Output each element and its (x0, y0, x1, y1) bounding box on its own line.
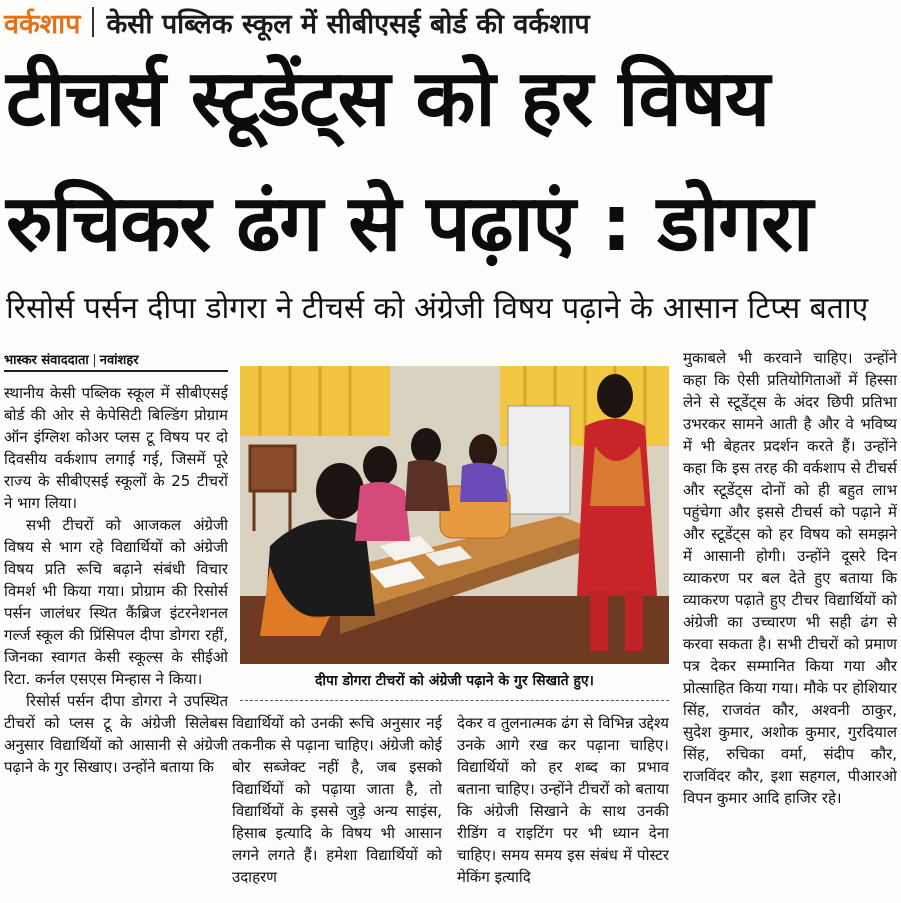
col4-paragraph: मुकाबले भी करवाने चाहिए। उन्होंने कहा कि ऐसी प्रतियोगिताओं में हिस्सा लेने से स्टूडेंट्स के अंदर छिपी प्रतिभा उभरकर सामने आती है और वे भविष्य में भी बेहतर प्रदर्शन करते हैं। उन्होंने कहा कि इस तरह की वर्कशाप से टीचर्स और स्टूडेंट्स दोनों को ही बहुत लाभ पहुंचेगा और इससे टीचर्स को पढ़ाने में और स्टूडेंट्स को हर विषय को समझने में आसानी होगी। उन्होंने दूसरे दिन व्याकरण पर बल देते हुए बताया कि व्याकरण पढ़ाते हुए टीचर विद्यार्थियों को अंग्रेजी का उच्चारण भी सही ढंग से करवा सकता है। सभी टीचरों को प्रमाण पत्र देकर सम्मानित किया गया और प्रोत्साहित किया गया। मौके पर होशियार सिंह, राजवंत कौर, अश्वनी ठाकुर, सुदेश कुमार, अशोक कुमार, गुरदियाल सिंह, रुचिका वर्मा, संदीप कौर, राजविंदर कौर, इशा सहगल, पीआरओ विपन कुमार आदि हाजिर रहे। (683, 349, 897, 807)
section-kicker (4, 2, 590, 42)
headline-line-2: रुचिकर ढंग से पढ़ाएं : डोगरा (6, 179, 813, 269)
photo-whiteboard (508, 406, 570, 514)
byline-place: नवांशहर (99, 353, 139, 368)
article-column-3 (457, 712, 669, 903)
col2-paragraph: विद्यार्थियों को उनकी रूचि अनुसार नई तकनीक से पढ़ाना चाहिए। अंग्रेजी कोई बोर सब्जेक्ट नहीं है, जब इसको विद्यार्थियों को पढ़ाया जाता है, तो विद्यार्थियों के इससे जुड़े अन्य साइंस, हिसाब इत्यादि के विषय भी आसान लगने लगते हैं। हमेशा विद्यार्थियों को उदाहरण (232, 714, 442, 886)
col1-paragraph-1: स्थानीय केसी पब्लिक स्कूल में सीबीएसई बोर्ड की ओर से केपेसिटी बिल्डिंग प्रोग्राम ऑन इंग्लिश कोअर प्लस टू विषय पर दो दिवसीय वर्कशाप लगाई गई, जिसमें पूरे राज्य के सीबीएसई स्कूलों के 25 टीचरों ने भाग लिया। (4, 384, 228, 512)
col1-paragraph-3: रिसोर्स पर्सन दीपा डोगरा ने उपस्थित टीचरों को प्लस टू के अंग्रेजी सिलेबस अनुसार विद्यार्थियों को आसानी से अंग्रेजी पढ़ाने के गुर सिखाए। उन्होंने बताया कि (4, 692, 228, 776)
caption-separator (240, 700, 669, 701)
article-column-1 (4, 382, 228, 903)
news-photo (240, 366, 669, 664)
headline-line-1: टीचर्स स्टूडेंट्स को हर विषय (6, 54, 770, 144)
classroom-photo-illustration (240, 366, 669, 664)
photo-curtain-left (240, 366, 390, 436)
kicker-divider (92, 7, 94, 37)
subheadline: रिसोर्स पर्सन दीपा डोगरा ने टीचर्स को अंग्रेजी विषय पढ़ाने के आसान टिप्स बताए (6, 291, 869, 326)
byline-reporter: भास्कर संवाददाता (4, 353, 89, 368)
byline-rule (4, 370, 228, 372)
photo-caption: दीपा डोगरा टीचरों को अंग्रेजी पढ़ाने के गुर सिखाते हुए। (315, 673, 594, 689)
article-column-2 (232, 712, 442, 903)
deck-headline: केसी पब्लिक स्कूल में सीबीएसई बोर्ड की वर्कशाप (106, 8, 590, 40)
col1-paragraph-2: सभी टीचरों को आजकल अंग्रेजी विषय से भाग रहे विद्यार्थियों को अंग्रेजी विषय प्रति रूचि बढ़ाने संबंधी विचार विमर्श भी किया गया। प्रोग्राम की रिसोर्स पर्सन जालंधर स्थित कैंब्रिज इंटरनेशनल गर्ल्ज स्कूल की प्रिंसिपल दीपा डोगरा रहीं, जिनका स्वागत केसी स्कूल्स के सीईओ रिटा. कर्नल एसएस मिन्हास ने किया। (4, 516, 228, 688)
byline-divider (94, 354, 95, 367)
col3-paragraph: देकर व तुलनात्मक ढंग से विभिन्न उद्देश्य उनके आगे रख कर पढ़ाना चाहिए। विद्यार्थियों को हर शब्द का प्रभाव बताना चाहिए। उन्होंने टीचरों को बताया कि अंग्रेजी सिखाने के साथ उनकी रीडिंग व राइटिंग पर भी ध्यान देना चाहिए। समय समय इस संबंध में पोस्टर मेकिंग इत्यादि (457, 714, 669, 886)
section-tag: वर्कशाप (4, 8, 81, 40)
article-column-4 (683, 347, 897, 903)
byline (4, 350, 139, 368)
